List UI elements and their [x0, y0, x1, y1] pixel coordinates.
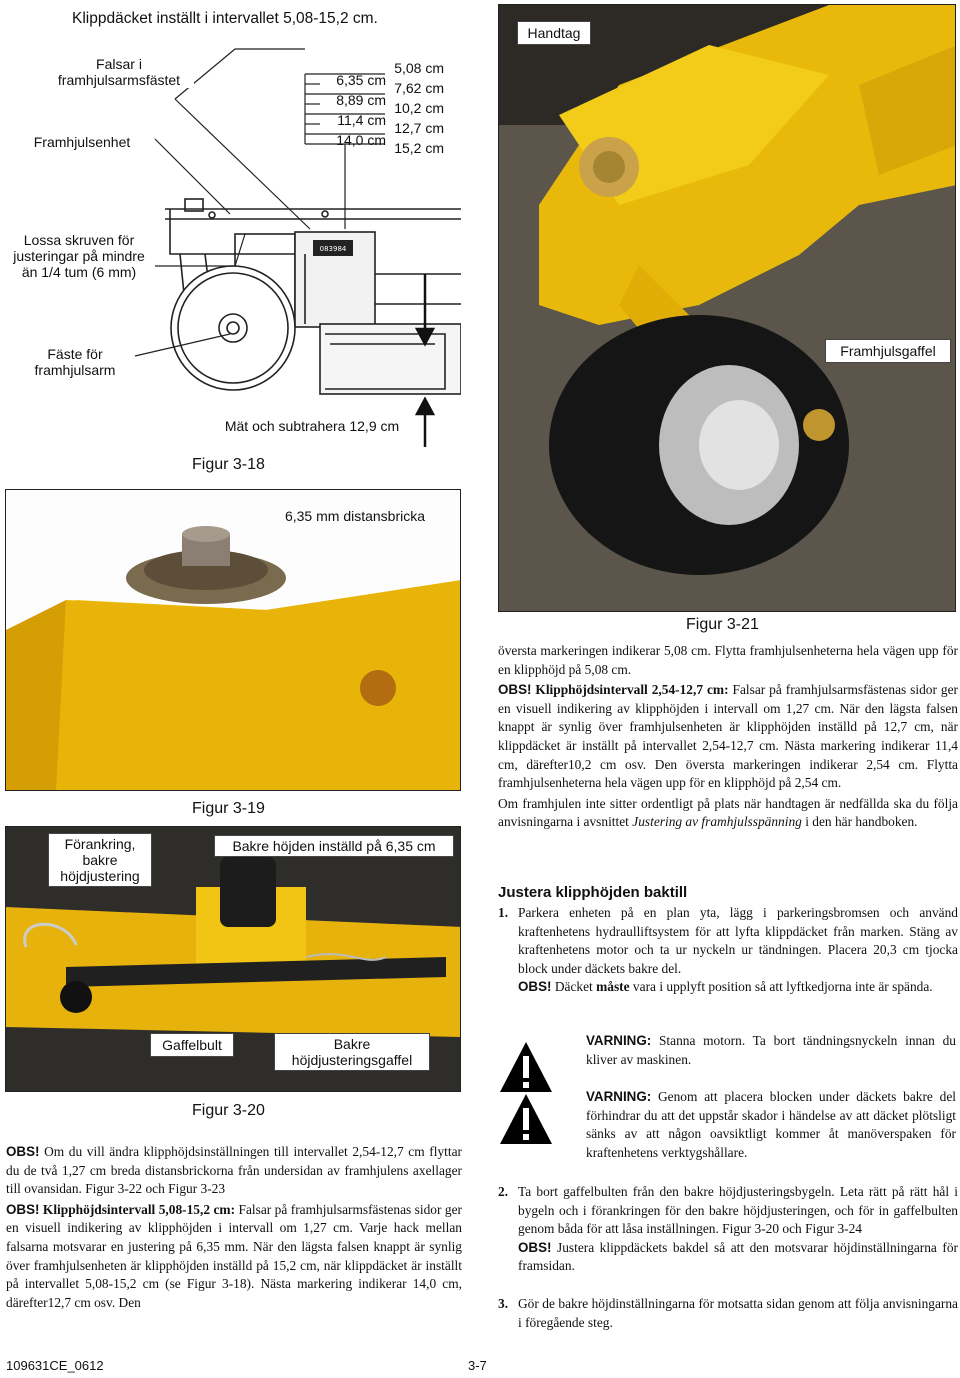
section-heading: Justera klipphöjden baktill [498, 884, 688, 901]
step-1-body: Parkera enheten på en plan yta, lägg i parkeringsbromsen och använd kraftenhetens hydraulliftsystem för att lyfta klippdäcket från marken. Stäng av kraftenhetens motor och ta ur nyckeln ur tändningen. Placera 20,3 cm tjocka block under däckets bakre del. [518, 905, 958, 976]
scale-right-2: 7,62 cm [394, 80, 444, 96]
step-1-obs-pre: Däcket [551, 979, 597, 995]
warning-2-text [586, 1088, 956, 1162]
label-faste-framhjulsarm: Fäste för framhjulsarm [20, 346, 130, 378]
height-scale-right [384, 58, 444, 158]
scale-right-1: 5,08 cm [394, 60, 444, 76]
step-3-number: 3. [498, 1296, 509, 1311]
warning-2-heading: VARNING: [586, 1089, 652, 1104]
step-3 [498, 1295, 958, 1332]
label-distansbricka: 6,35 mm distansbricka [284, 508, 426, 524]
label-mat-subtrahera: Mät och subtrahera 12,9 cm [224, 418, 400, 434]
figure-3-19-photo [5, 489, 461, 791]
step-2-number: 2. [498, 1184, 509, 1199]
right-p1-text: Falsar på framhjulsarmsfästenas sidor ger en visuell indikering av klipphöjden i intervall om 1,27 cm. När den lägsta falsen knappt är synlig över framhjulsenheten är klipphöjden inställd på 12,7 cm, när klippdäcket är inställt på intervallet 2,54-12,7 cm. Nästa markering indikerar 11,4 cm, därefter10,2 cm osv. Den översta markeringen indikerar 2,54 cm. Flytta framhjulsenheterna hela vägen upp för en klipphöjd på 2,54 cm. [498, 682, 958, 791]
left-p2-text: Falsar på framhjulsarmsfästenas sidor ger en visuell indikering av klipphöjden i intervall om 1,27 cm. Varje hack mellan falsarna motsvarar en justering på 6,35 mm. När den lägsta falsen knappt är synlig över framhjulsenheten är klipphöjden inställd på 15,2 cm, när klippdäcket är inställt på intervallet 5,08-15,2 cm (se Figur 3-18). Nästa markering indikerar 14,0 cm, därefter12,7 cm osv. Den [6, 1201, 462, 1310]
right-p2-pre: Om framhjulen inte sitter ordentligt på plats när handtagen är nedfällda ska du följa anvisningarna i avsnittet [498, 795, 958, 830]
scale-right-5: 15,2 cm [394, 140, 444, 156]
footer-doc-code: 109631CE_0612 [6, 1358, 104, 1373]
left-paragraph-2 [6, 1201, 462, 1313]
figure-3-18-title: Klippdäcket inställt i intervallet 5,08-15,2 cm. [72, 10, 378, 27]
step-1-obs-post: vara i upplyft position så att lyftkedjorna inte är spända. [629, 979, 933, 995]
step-2 [498, 1183, 958, 1276]
obs-label: OBS! [518, 1239, 552, 1255]
right-text-block-top [498, 642, 958, 832]
left-text-block [6, 1143, 462, 1312]
label-bakre-hojden: Bakre höjden inställd på 6,35 cm [214, 835, 454, 857]
figure-3-20-caption: Figur 3-20 [192, 1102, 265, 1119]
scale-left-1: 6,35 cm [336, 72, 386, 88]
label-lossa-skruven: Lossa skruven för justeringar på mindre än 1/4 tum (6 mm) [4, 232, 154, 280]
warning-1-text [586, 1032, 956, 1069]
figure-3-21-caption: Figur 3-21 [686, 616, 759, 633]
warning-1-body: Stanna motorn. Ta bort tändningsnyckeln innan du kliver av maskinen. [586, 1033, 956, 1067]
warning-triangle-icon [498, 1092, 554, 1146]
figure-3-20-photo [5, 826, 461, 1092]
step-1-number: 1. [498, 905, 509, 920]
label-gaffelbult: Gaffelbult [150, 1033, 234, 1057]
warning-2 [498, 1088, 958, 1168]
sticker-text: 083984 [319, 245, 347, 253]
warning-1-heading: VARNING: [586, 1033, 652, 1048]
right-paragraph-1 [498, 681, 958, 793]
caster-photo-illustration [499, 5, 956, 612]
left-p1-text: Om du vill ändra klipphöjdsinställningen till intervallet 2,54-12,7 cm flyttar du de två 1,27 cm breda distansbrickorna från undersidan av framhjulens axellager till ovansidan. Figur 3-22 och Figur 3-23 [6, 1144, 462, 1197]
scale-left-2: 8,89 cm [336, 92, 386, 108]
step-2-body: Ta bort gaffelbulten från den bakre höjdjusteringsbygeln. Leta rätt på rätt hål i bygeln och i förankringen för den bakre höjdjusteringen, och för in gaffelbulten genom båda för att låsa inställningen. Figur 3-20 och Figur 3-24 [518, 1184, 958, 1237]
warning-2-body: Genom att placera blocken under däckets bakre del förhindrar du att det uppstår skador i händelse av att däcket plötsligt sänks av att någon oavsiktligt kommer åt manöverspaken för kraftenhetens verktygshållare. [586, 1089, 956, 1160]
scale-right-3: 10,2 cm [394, 100, 444, 116]
obs-label: OBS! [6, 1144, 40, 1159]
obs-label: OBS! [498, 682, 532, 698]
step-3-text [498, 1295, 958, 1332]
figure-3-18-caption: Figur 3-18 [192, 456, 265, 473]
scale-left-4: 14,0 cm [336, 132, 386, 148]
scale-left-3: 11,4 cm [337, 112, 386, 128]
label-bakre-hojdjusteringsgaffel: Bakre höjdjusteringsgaffel [274, 1033, 430, 1071]
step-2-text [498, 1183, 958, 1239]
obs-label: OBS! [6, 1201, 40, 1217]
warning-triangle-icon [498, 1040, 554, 1094]
right-p1-bold: Klipphöjdsintervall 2,54-12,7 cm: [531, 682, 729, 698]
step-3-body: Gör de bakre höjdinställningarna för motsatta sidan genom att följa anvisningarna i föregående steg. [518, 1296, 958, 1330]
right-paragraph-2 [498, 795, 958, 832]
spacer-photo-illustration [6, 490, 461, 791]
right-paragraph-0: översta markeringen indikerar 5,08 cm. Flytta framhjulsenheterna hela vägen upp för en klipphöjd på 5,08 cm. [498, 643, 958, 677]
label-framhjulsenhet: Framhjulsenhet [33, 134, 131, 150]
label-framhjulsgaffel: Framhjulsgaffel [825, 339, 951, 363]
left-paragraph-1 [6, 1143, 462, 1199]
figure-3-19-caption: Figur 3-19 [192, 800, 265, 817]
label-forankring: Förankring, bakre höjdjustering [48, 833, 152, 887]
obs-label: OBS! [518, 979, 552, 995]
left-p2-bold: Klipphöjdsintervall 5,08-15,2 cm: [39, 1201, 236, 1217]
warning-1 [498, 1032, 958, 1092]
footer-page-number: 3-7 [468, 1358, 487, 1373]
step-1-text [498, 904, 958, 978]
step-1 [498, 904, 958, 997]
scale-right-4: 12,7 cm [394, 120, 444, 136]
step-2-obs-text: Justera klippdäckets bakdel så att den motsvarar höjdinställningarna för framsidan. [518, 1239, 958, 1274]
step-1-obs [498, 978, 958, 997]
right-p2-italic: Justering av framhjulsspänning [632, 814, 802, 830]
label-handtag: Handtag [517, 21, 591, 45]
height-scale-left [326, 70, 386, 150]
label-falsar: Falsar i framhjulsarmsfästet [44, 56, 194, 88]
figure-3-21-photo [498, 4, 956, 612]
right-p2-post: i den här handboken. [801, 814, 918, 830]
step-2-obs [498, 1239, 958, 1276]
step-1-obs-bold: måste [596, 979, 630, 995]
